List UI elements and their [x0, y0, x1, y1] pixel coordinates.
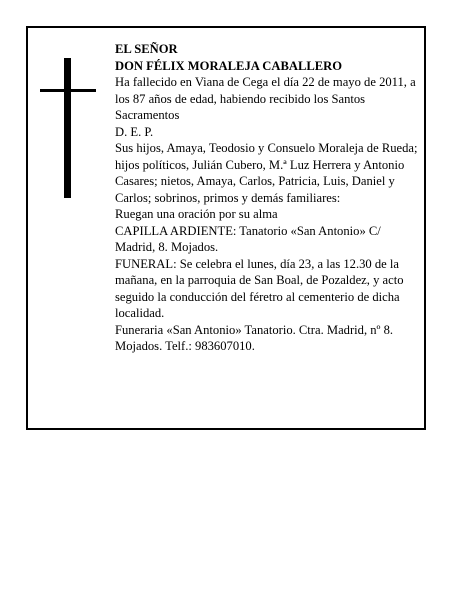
chapel-info: CAPILLA ARDIENTE: Tanatorio «San Antonio» C/ Madrid, 8. Mojados.	[115, 223, 381, 254]
cross-icon	[40, 58, 96, 198]
funeral-home-info: Funeraria «San Antonio» Tanatorio. Ctra. Madrid, nº 8. Mojados. Telf.: 983607010.	[115, 322, 394, 353]
rip-text: D. E. P.	[115, 124, 154, 139]
funeral-info: FUNERAL: Se celebra el lunes, día 23, a las 12.30 de la mañana, en la parroquia de San Boal, de Pozaldez, y acto seguido la conducción del féretro al cementerio de dicha localidad.	[115, 256, 404, 320]
cross-vertical-bar	[64, 58, 71, 198]
prayer-request: Ruegan una oración por su alma	[115, 207, 278, 221]
family-list: Sus hijos, Amaya, Teodosio y Consuelo Moraleja de Rueda; hijos políticos, Julián Cubero, M.ª Luz Herrera y Antonio Casares; nietos, Amaya, Carlos, Patricia, Luis, Daniel y Carlos; sobrinos, primos y demás familiares:	[115, 141, 418, 205]
death-announcement: Ha fallecido en Viana de Cega el día 22 de mayo de 2011, a los 87 años de edad, habiendo recibido los Santos Sacramentos	[115, 75, 416, 122]
notice-title-line1: EL SEÑOR	[115, 42, 178, 56]
notice-text	[115, 41, 420, 355]
deceased-name: DON FÉLIX MORALEJA CABALLERO	[115, 58, 343, 73]
obituary-notice	[26, 26, 426, 430]
cross-horizontal-bar	[40, 89, 96, 92]
